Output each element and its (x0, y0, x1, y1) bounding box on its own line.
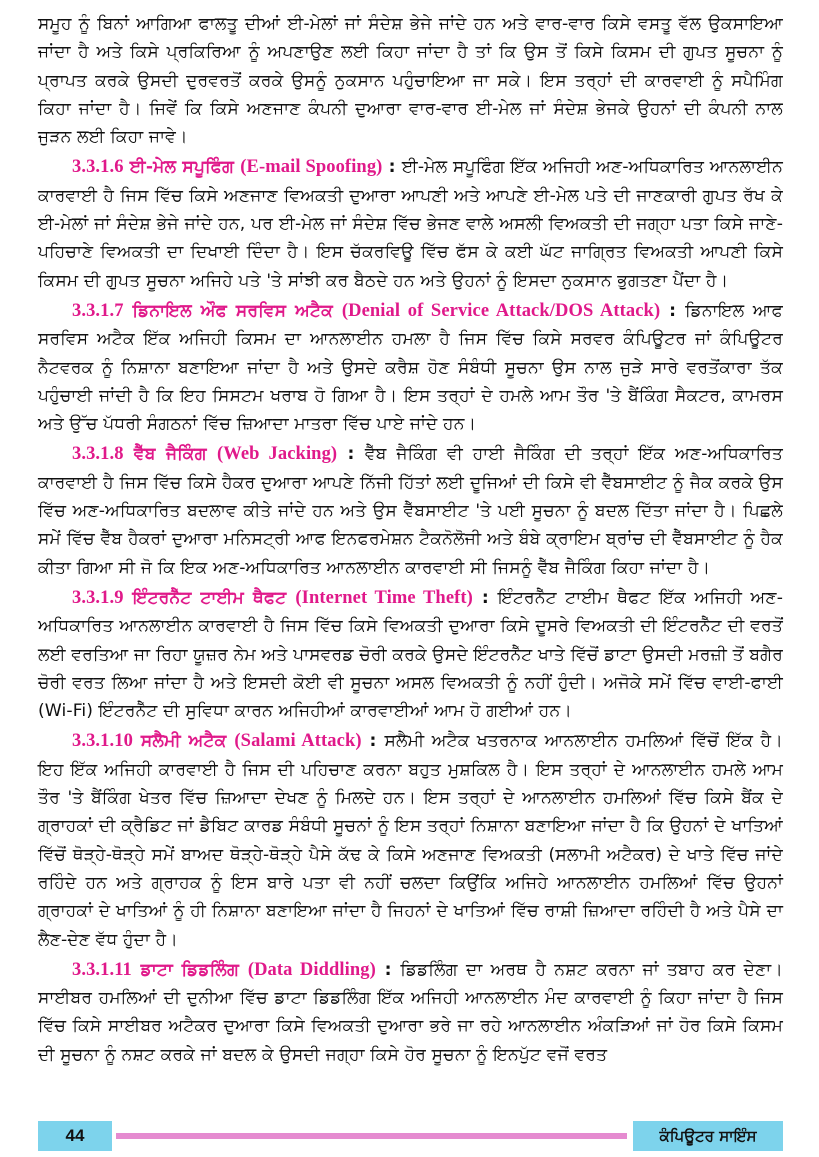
section-data-diddling: 3.3.1.11 ਡਾਟਾ ਡਿਡਲਿੰਗ (Data Diddling) : ਡਿਡਲਿੰਗ ਦਾ ਅਰਥ ਹੈ ਨਸ਼ਟ ਕਰਨਾ ਜਾਂ ਤਬਾਹ ਕਰ ਦੇਣਾ। ਸਾਈਬਰ ਹਮਲਿਆਂ ਦੀ ਦੁਨੀਆ ਵਿੱਚ ਡਾਟਾ ਡਿਡਲਿੰਗ ਇੱਕ ਅਜਿਹੀ ਆਨਲਾਈਨ ਮੰਦ ਕਾਰਵਾਈ ਨੂੰ ਕਿਹਾ ਜਾਂਦਾ ਹੈ ਜਿਸ ਵਿੱਚ ਕਿਸੇ ਸਾਈਬਰ ਅਟੈਕਰ ਦੁਆਰਾ ਕਿਸੇ ਵਿਅਕਤੀ ਦੁਆਰਾ ਭਰੇ ਜਾ ਰਹੇ ਆਨਲਾਈਨ ਅੰਕੜਿਆਂ ਜਾਂ ਹੋਰ ਕਿਸੇ ਕਿਸਮ ਦੀ ਸੂਚਨਾ ਨੂੰ ਨਸ਼ਟ ਕਰਕੇ ਜਾਂ ਬਦਲ ਕੇ ਉਸਦੀ ਜਗ੍ਹਾ ਕਿਸੇ ਹੋਰ ਸੂਚਨਾ ਨੂੰ ਇਨਪੁੱਟ ਵਜੋਂ ਵਰਤ (38, 959, 783, 1065)
section-heading: 3.3.1.11 ਡਾਟਾ ਡਿਡਲਿੰਗ (Data Diddling) (72, 959, 376, 980)
section-internet-time-theft: 3.3.1.9 ਇੰਟਰਨੈੱਟ ਟਾਈਮ ਥੈਫਟ (Internet Time Theft) : ਇੰਟਰਨੈੱਟ ਟਾਈਮ ਥੈਫਟ ਇੱਕ ਅਜਿਹੀ ਅਣ-ਅਧਿਕਾਰਿਤ ਆਨਲਾਈਨ ਕਾਰਵਾਈ ਹੈ ਜਿਸ ਵਿੱਚ ਕਿਸੇ ਵਿਅਕਤੀ ਦੁਆਰਾ ਕਿਸੇ ਦੂਸਰੇ ਵਿਅਕਤੀ ਦੀ ਇੰਟਰਨੈੱਟ ਦੀ ਵਰਤੋਂ ਲਈ ਵਰਤਿਆ ਜਾ ਰਿਹਾ ਯੂਜ਼ਰ ਨੇਮ ਅਤੇ ਪਾਸਵਰਡ ਚੋਰੀ ਕਰਕੇ ਉਸਦੇ ਇੰਟਰਨੈੱਟ ਖਾਤੇ ਵਿੱਚੋਂ ਡਾਟਾ ਉਸਦੀ ਮਰਜ਼ੀ ਤੋਂ ਬਗੈਰ ਚੋਰੀ ਵਰਤ ਲਿਆ ਜਾਂਦਾ ਹੈ ਅਤੇ ਇਸਦੀ ਕੋਈ ਵੀ ਸੂਚਨਾ ਅਸਲ ਵਿਅਕਤੀ ਨੂੰ ਨਹੀਂ ਹੁੰਦੀ। ਅਜੋਕੇ ਸਮੇਂ ਵਿੱਚ ਵਾਈ-ਫਾਈ (Wi-Fi) ਇੰਟਰਨੈੱਟ ਦੀ ਸੁਵਿਧਾ ਕਾਰਨ ਅਜਿਹੀਆਂ ਕਾਰਵਾਈਆਂ ਆਮ ਹੋ ਗਈਆਂ ਹਨ। (38, 587, 784, 722)
section-heading: 3.3.1.9 ਇੰਟਰਨੈੱਟ ਟਾਈਮ ਥੈਫਟ (Internet Time Theft) (72, 587, 473, 608)
section-heading: 3.3.1.7 ਡਿਨਾਇਲ ਔਫ ਸਰਵਿਸ ਅਟੈਕ (Denial of Service Attack/DOS Attack) (72, 300, 661, 321)
footer-rule (116, 1133, 627, 1139)
section-denial-of-service: 3.3.1.7 ਡਿਨਾਇਲ ਔਫ ਸਰਵਿਸ ਅਟੈਕ (Denial of Service Attack/DOS Attack) : ਡਿਨਾਇਲ ਆਫ ਸਰਵਿਸ ਅਟੈਕ ਇੱਕ ਅਜਿਹੀ ਕਿਸਮ ਦਾ ਆਨਲਾਈਨ ਹਮਲਾ ਹੈ ਜਿਸ ਵਿੱਚ ਕਿਸੇ ਸਰਵਰ ਕੰਪਿਊਟਰ ਜਾਂ ਕੰਪਿਊਟਰ ਨੈਟਵਰਕ ਨੂੰ ਨਿਸ਼ਾਨਾ ਬਣਾਇਆ ਜਾਂਦਾ ਹੈ ਅਤੇ ਉਸਦੇ ਕਰੈਸ਼ ਹੋਣ ਸੰਬੰਧੀ ਸੂਚਨਾ ਉਸ ਨਾਲ ਜੁੜੇ ਸਾਰੇ ਵਰਤੋਂਕਾਰਾ ਤੱਕ ਪਹੁੰਚਾਈ ਜਾਂਦੀ ਹੈ ਕਿ ਇਹ ਸਿਸਟਮ ਖਰਾਬ ਹੋ ਗਿਆ ਹੈ। ਇਸ ਤਰ੍ਹਾਂ ਦੇ ਹਮਲੇ ਆਮ ਤੌਰ 'ਤੇ ਬੈਂਕਿੰਗ ਸੈਕਟਰ, ਕਾਮਰਸ ਅਤੇ ਉੱਚ ਪੱਧਰੀ ਸੰਗਠਨਾਂ ਵਿੱਚ ਜ਼ਿਆਦਾ ਮਾਤਰਾ ਵਿੱਚ ਪਾਏ ਜਾਂਦੇ ਹਨ। (38, 300, 783, 435)
page-number: 44 (38, 1121, 112, 1151)
paragraph-text: ਈ-ਮੇਲ ਸਪੂਫਿੰਗ ਇੱਕ ਅਜਿਹੀ ਅਣ-ਅਧਿਕਾਰਿਤ ਆਨਲਾਈਨ ਕਾਰਵਾਈ ਹੈ ਜਿਸ ਵਿੱਚ ਕਿਸੇ ਅਣਜਾਣ ਵਿਅਕਤੀ ਦੁਆਰਾ ਆਪਣੀ ਅਤੇ ਆਪਣੇ ਈ-ਮੇਲ ਪਤੇ ਦੀ ਜਾਣਕਾਰੀ ਗੁਪਤ ਰੱਖ ਕੇ ਈ-ਮੇਲਾਂ ਜਾਂ ਸੰਦੇਸ਼ ਭੇਜੇ ਜਾਂਦੇ ਹਨ, ਪਰ ਈ-ਮੇਲ ਜਾਂ ਸੰਦੇਸ਼ ਵਿੱਚ ਭੇਜਣ ਵਾਲੇ ਅਸਲੀ ਵਿਅਕਤੀ ਦੀ ਜਗ੍ਹਾ ਪਤਾ ਕਿਸੇ ਜਾਣੇ-ਪਹਿਚਾਣੇ ਵਿਅਕਤੀ ਦਾ ਦਿਖਾਈ ਦਿੰਦਾ ਹੈ। ਇਸ ਚੱਕਰਵਿਊ ਵਿੱਚ ਫੱਸ ਕੇ ਕਈ ਘੱਟ ਜਾਗ੍ਰਿਤ ਵਿਅਕਤੀ ਆਪਣੀ ਕਿਸੇ ਕਿਸਮ ਦੀ ਗੁਪਤ ਸੂਚਨਾ ਅਜਿਹੇ ਪਤੇ 'ਤੇ ਸਾਂਝੀ ਕਰ ਬੈਠਦੇ ਹਨ ਅਤੇ ਉਹਨਾਂ ਨੂੰ ਇਸਦਾ ਨੁਕਸਾਨ ਭੁਗਤਣਾ ਪੈਂਦਾ ਹੈ। (38, 157, 783, 291)
section-web-jacking: 3.3.1.8 ਵੈੱਬ ਜੈਕਿੰਗ (Web Jacking) : ਵੈੱਬ ਜੈਕਿੰਗ ਵੀ ਹਾਈ ਜੈਕਿੰਗ ਦੀ ਤਰ੍ਹਾਂ ਇੱਕ ਅਣ-ਅਧਿਕਾਰਿਤ ਕਾਰਵਾਈ ਹੈ ਜਿਸ ਵਿੱਚ ਕਿਸੇ ਹੈਕਰ ਦੁਆਰਾ ਆਪਣੇ ਨਿੱਜੀ ਹਿੱਤਾਂ ਲਈ ਦੂਜਿਆਂ ਦੀ ਕਿਸੇ ਵੀ ਵੈੱਬਸਾਈਟ ਨੂੰ ਜੈਕ ਕਰਕੇ ਉਸ ਵਿੱਚ ਅਣ-ਅਧਿਕਾਰਿਤ ਬਦਲਾਵ ਕੀਤੇ ਜਾਂਦੇ ਹਨ ਅਤੇ ਉਸ ਵੈੱਬਸਾਈਟ 'ਤੇ ਪਈ ਸੂਚਨਾ ਨੂੰ ਬਦਲ ਦਿੱਤਾ ਜਾਂਦਾ ਹੈ। ਪਿਛਲੇ ਸਮੇਂ ਵਿੱਚ ਵੈੱਬ ਹੈਕਰਾਂ ਦੁਆਰਾ ਮਨਿਸਟ੍ਰੀ ਆਫ ਇਨਫਰਮੇਸ਼ਨ ਟੈਕਨੋਲੋਜੀ ਅਤੇ ਬੰਬੇ ਕ੍ਰਾਇਮ ਬ੍ਰਾਂਚ ਦੀ ਵੈੱਬਸਾਈਟ ਨੂੰ ਹੈਕ ਕੀਤਾ ਗਿਆ ਸੀ ਜੋ ਕਿ ਇਕ ਅਣ-ਅਧਿਕਾਰਿਤ ਆਨਲਾਈਨ ਕਾਰਵਾਈ ਸੀ ਜਿਸਨੂੰ ਵੈੱਬ ਜੈਕਿੰਗ ਕਿਹਾ ਜਾਂਦਾ ਹੈ। (38, 444, 783, 578)
paragraph-text: ਡਿਡਲਿੰਗ ਦਾ ਅਰਥ ਹੈ ਨਸ਼ਟ ਕਰਨਾ ਜਾਂ ਤਬਾਹ ਕਰ ਦੇਣਾ। ਸਾਈਬਰ ਹਮਲਿਆਂ ਦੀ ਦੁਨੀਆ ਵਿੱਚ ਡਾਟਾ ਡਿਡਲਿੰਗ ਇੱਕ ਅਜਿਹੀ ਆਨਲਾਈਨ ਮੰਦ ਕਾਰਵਾਈ ਨੂੰ ਕਿਹਾ ਜਾਂਦਾ ਹੈ ਜਿਸ ਵਿੱਚ ਕਿਸੇ ਸਾਈਬਰ ਅਟੈਕਰ ਦੁਆਰਾ ਕਿਸੇ ਵਿਅਕਤੀ ਦੁਆਰਾ ਭਰੇ ਜਾ ਰਹੇ ਆਨਲਾਈਨ ਅੰਕੜਿਆਂ ਜਾਂ ਹੋਰ ਕਿਸੇ ਕਿਸਮ ਦੀ ਸੂਚਨਾ ਨੂੰ ਨਸ਼ਟ ਕਰਕੇ ਜਾਂ ਬਦਲ ਕੇ ਉਸਦੀ ਜਗ੍ਹਾ ਕਿਸੇ ਹੋਰ ਸੂਚਨਾ ਨੂੰ ਇਨਪੁੱਟ ਵਜੋਂ ਵਰਤ (38, 959, 783, 1065)
section-heading: 3.3.1.10 ਸਲੈਮੀ ਅਟੈਕ (Salami Attack) (72, 731, 362, 752)
paragraph-text: ਇੰਟਰਨੈੱਟ ਟਾਈਮ ਥੈਫਟ ਇੱਕ ਅਜਿਹੀ ਅਣ-ਅਧਿਕਾਰਿਤ ਆਨਲਾਈਨ ਕਾਰਵਾਈ ਹੈ ਜਿਸ ਵਿੱਚ ਕਿਸੇ ਵਿਅਕਤੀ ਦੁਆਰਾ ਕਿਸੇ ਦੂਸਰੇ ਵਿਅਕਤੀ ਦੀ ਇੰਟਰਨੈੱਟ ਦੀ ਵਰਤੋਂ ਲਈ ਵਰਤਿਆ ਜਾ ਰਿਹਾ ਯੂਜ਼ਰ ਨੇਮ ਅਤੇ ਪਾਸਵਰਡ ਚੋਰੀ ਕਰਕੇ ਉਸਦੇ ਇੰਟਰਨੈੱਟ ਖਾਤੇ ਵਿੱਚੋਂ ਡਾਟਾ ਉਸਦੀ ਮਰਜ਼ੀ ਤੋਂ ਬਗੈਰ ਚੋਰੀ ਵਰਤ ਲਿਆ ਜਾਂਦਾ ਹੈ ਅਤੇ ਇਸਦੀ ਕੋਈ ਵੀ ਸੂਚਨਾ ਅਸਲ ਵਿਅਕਤੀ ਨੂੰ ਨਹੀਂ ਹੁੰਦੀ। ਅਜੋਕੇ ਸਮੇਂ ਵਿੱਚ ਵਾਈ-ਫਾਈ (Wi-Fi) ਇੰਟਰਨੈੱਟ ਦੀ ਸੁਵਿਧਾ ਕਾਰਨ ਅਜਿਹੀਆਂ ਕਾਰਵਾਈਆਂ ਆਮ ਹੋ ਗਈਆਂ ਹਨ। (38, 587, 784, 722)
section-heading: 3.3.1.8 ਵੈੱਬ ਜੈਕਿੰਗ (Web Jacking) (72, 444, 338, 465)
section-salami-attack: 3.3.1.10 ਸਲੈਮੀ ਅਟੈਕ (Salami Attack) : ਸਲੈਮੀ ਅਟੈਕ ਖਤਰਨਾਕ ਆਨਲਾਈਨ ਹਮਲਿਆਂ ਵਿੱਚੋਂ ਇੱਕ ਹੈ। ਇਹ ਇੱਕ ਅਜਿਹੀ ਕਾਰਵਾਈ ਹੈ ਜਿਸ ਦੀ ਪਹਿਚਾਣ ਕਰਨਾ ਬਹੁਤ ਮੁਸ਼ਕਿਲ ਹੈ। ਇਸ ਤਰ੍ਹਾਂ ਦੇ ਆਨਲਾਈਨ ਹਮਲੇ ਆਮ ਤੌਰ 'ਤੇ ਬੈਂਕਿੰਗ ਖੇਤਰ ਵਿੱਚ ਜ਼ਿਆਦਾ ਦੇਖਣ ਨੂੰ ਮਿਲਦੇ ਹਨ। ਇਸ ਤਰ੍ਹਾਂ ਦੇ ਆਨਲਾਈਨ ਹਮਲਿਆਂ ਵਿੱਚ ਕਿਸੇ ਬੈਂਕ ਦੇ ਗ੍ਰਾਹਕਾਂ ਦੀ ਕ੍ਰੈਡਿਟ ਜਾਂ ਡੈਬਿਟ ਕਾਰਡ ਸੰਬੰਧੀ ਸੂਚਨਾਂ ਨੂੰ ਇਸ ਤਰ੍ਹਾਂ ਨਿਸ਼ਾਨਾ ਬਣਾਇਆ ਜਾਂਦਾ ਹੈ ਕਿ ਉਹਨਾਂ ਦੇ ਖਾਤਿਆਂ ਵਿੱਚੋਂ ਥੋੜ੍ਹੇ-ਥੋੜ੍ਹੇ ਸਮੇਂ ਬਾਅਦ ਥੋੜ੍ਹੇ-ਥੋੜ੍ਹੇ ਪੈਸੇ ਕੱਢ ਕੇ ਕਿਸੇ ਅਣਜਾਣ ਵਿਅਕਤੀ (ਸਲਾਮੀ ਅਟੈਕਰ) ਦੇ ਖਾਤੇ ਵਿੱਚ ਜਾਂਦੇ ਰਹਿੰਦੇ ਹਨ ਅਤੇ ਗ੍ਰਾਹਕ ਨੂੰ ਇਸ ਬਾਰੇ ਪਤਾ ਵੀ ਨਹੀਂ ਚਲਦਾ ਕਿਉਂਕਿ ਅਜਿਹੇ ਆਨਲਾਈਨ ਹਮਲਿਆਂ ਵਿੱਚ ਉਹਨਾਂ ਗ੍ਰਾਹਕਾਂ ਦੇ ਖਾਤਿਆਂ ਨੂੰ ਹੀ ਨਿਸ਼ਾਨਾ ਬਣਾਇਆ ਜਾਂਦਾ ਹੈ ਜਿਹਨਾਂ ਦੇ ਖਾਤਿਆਂ ਵਿੱਚ ਰਾਸ਼ੀ ਜ਼ਿਆਦਾ ਰਹਿੰਦੀ ਹੈ ਅਤੇ ਪੈਸੇ ਦਾ ਲੈਣ-ਦੇਣ ਵੱਧ ਹੁੰਦਾ ਹੈ। (38, 731, 783, 950)
book-title: ਕੰਪਿਊਟਰ ਸਾਇੰਸ (633, 1121, 783, 1151)
section-email-spoofing: 3.3.1.6 ਈ-ਮੇਲ ਸਪੂਫਿੰਗ (E-mail Spoofing) : ਈ-ਮੇਲ ਸਪੂਫਿੰਗ ਇੱਕ ਅਜਿਹੀ ਅਣ-ਅਧਿਕਾਰਿਤ ਆਨਲਾਈਨ ਕਾਰਵਾਈ ਹੈ ਜਿਸ ਵਿੱਚ ਕਿਸੇ ਅਣਜਾਣ ਵਿਅਕਤੀ ਦੁਆਰਾ ਆਪਣੀ ਅਤੇ ਆਪਣੇ ਈ-ਮੇਲ ਪਤੇ ਦੀ ਜਾਣਕਾਰੀ ਗੁਪਤ ਰੱਖ ਕੇ ਈ-ਮੇਲਾਂ ਜਾਂ ਸੰਦੇਸ਼ ਭੇਜੇ ਜਾਂਦੇ ਹਨ, ਪਰ ਈ-ਮੇਲ ਜਾਂ ਸੰਦੇਸ਼ ਵਿੱਚ ਭੇਜਣ ਵਾਲੇ ਅਸਲੀ ਵਿਅਕਤੀ ਦੀ ਜਗ੍ਹਾ ਪਤਾ ਕਿਸੇ ਜਾਣੇ-ਪਹਿਚਾਣੇ ਵਿਅਕਤੀ ਦਾ ਦਿਖਾਈ ਦਿੰਦਾ ਹੈ। ਇਸ ਚੱਕਰਵਿਊ ਵਿੱਚ ਫੱਸ ਕੇ ਕਈ ਘੱਟ ਜਾਗ੍ਰਿਤ ਵਿਅਕਤੀ ਆਪਣੀ ਕਿਸੇ ਕਿਸਮ ਦੀ ਗੁਪਤ ਸੂਚਨਾ ਅਜਿਹੇ ਪਤੇ 'ਤੇ ਸਾਂਝੀ ਕਰ ਬੈਠਦੇ ਹਨ ਅਤੇ ਉਹਨਾਂ ਨੂੰ ਇਸਦਾ ਨੁਕਸਾਨ ਭੁਗਤਣਾ ਪੈਂਦਾ ਹੈ। (38, 157, 783, 291)
paragraph-text: ਸਲੈਮੀ ਅਟੈਕ ਖਤਰਨਾਕ ਆਨਲਾਈਨ ਹਮਲਿਆਂ ਵਿੱਚੋਂ ਇੱਕ ਹੈ। ਇਹ ਇੱਕ ਅਜਿਹੀ ਕਾਰਵਾਈ ਹੈ ਜਿਸ ਦੀ ਪਹਿਚਾਣ ਕਰਨਾ ਬਹੁਤ ਮੁਸ਼ਕਿਲ ਹੈ। ਇਸ ਤਰ੍ਹਾਂ ਦੇ ਆਨਲਾਈਨ ਹਮਲੇ ਆਮ ਤੌਰ 'ਤੇ ਬੈਂਕਿੰਗ ਖੇਤਰ ਵਿੱਚ ਜ਼ਿਆਦਾ ਦੇਖਣ ਨੂੰ ਮਿਲਦੇ ਹਨ। ਇਸ ਤਰ੍ਹਾਂ ਦੇ ਆਨਲਾਈਨ ਹਮਲਿਆਂ ਵਿੱਚ ਕਿਸੇ ਬੈਂਕ ਦੇ ਗ੍ਰਾਹਕਾਂ ਦੀ ਕ੍ਰੈਡਿਟ ਜਾਂ ਡੈਬਿਟ ਕਾਰਡ ਸੰਬੰਧੀ ਸੂਚਨਾਂ ਨੂੰ ਇਸ ਤਰ੍ਹਾਂ ਨਿਸ਼ਾਨਾ ਬਣਾਇਆ ਜਾਂਦਾ ਹੈ ਕਿ ਉਹਨਾਂ ਦੇ ਖਾਤਿਆਂ ਵਿੱਚੋਂ ਥੋੜ੍ਹੇ-ਥੋੜ੍ਹੇ ਸਮੇਂ ਬਾਅਦ ਥੋੜ੍ਹੇ-ਥੋੜ੍ਹੇ ਪੈਸੇ ਕੱਢ ਕੇ ਕਿਸੇ ਅਣਜਾਣ ਵਿਅਕਤੀ (ਸਲਾਮੀ ਅਟੈਕਰ) ਦੇ ਖਾਤੇ ਵਿੱਚ ਜਾਂਦੇ ਰਹਿੰਦੇ ਹਨ ਅਤੇ ਗ੍ਰਾਹਕ ਨੂੰ ਇਸ ਬਾਰੇ ਪਤਾ ਵੀ ਨਹੀਂ ਚਲਦਾ ਕਿਉਂਕਿ ਅਜਿਹੇ ਆਨਲਾਈਨ ਹਮਲਿਆਂ ਵਿੱਚ ਉਹਨਾਂ ਗ੍ਰਾਹਕਾਂ ਦੇ ਖਾਤਿਆਂ ਨੂੰ ਹੀ ਨਿਸ਼ਾਨਾ ਬਣਾਇਆ ਜਾਂਦਾ ਹੈ ਜਿਹਨਾਂ ਦੇ ਖਾਤਿਆਂ ਵਿੱਚ ਰਾਸ਼ੀ ਜ਼ਿਆਦਾ ਰਹਿੰਦੀ ਹੈ ਅਤੇ ਪੈਸੇ ਦਾ ਲੈਣ-ਦੇਣ ਵੱਧ ਹੁੰਦਾ ਹੈ। (38, 731, 783, 950)
paragraph-text: ਵੈੱਬ ਜੈਕਿੰਗ ਵੀ ਹਾਈ ਜੈਕਿੰਗ ਦੀ ਤਰ੍ਹਾਂ ਇੱਕ ਅਣ-ਅਧਿਕਾਰਿਤ ਕਾਰਵਾਈ ਹੈ ਜਿਸ ਵਿੱਚ ਕਿਸੇ ਹੈਕਰ ਦੁਆਰਾ ਆਪਣੇ ਨਿੱਜੀ ਹਿੱਤਾਂ ਲਈ ਦੂਜਿਆਂ ਦੀ ਕਿਸੇ ਵੀ ਵੈੱਬਸਾਈਟ ਨੂੰ ਜੈਕ ਕਰਕੇ ਉਸ ਵਿੱਚ ਅਣ-ਅਧਿਕਾਰਿਤ ਬਦਲਾਵ ਕੀਤੇ ਜਾਂਦੇ ਹਨ ਅਤੇ ਉਸ ਵੈੱਬਸਾਈਟ 'ਤੇ ਪਈ ਸੂਚਨਾ ਨੂੰ ਬਦਲ ਦਿੱਤਾ ਜਾਂਦਾ ਹੈ। ਪਿਛਲੇ ਸਮੇਂ ਵਿੱਚ ਵੈੱਬ ਹੈਕਰਾਂ ਦੁਆਰਾ ਮਨਿਸਟ੍ਰੀ ਆਫ ਇਨਫਰਮੇਸ਼ਨ ਟੈਕਨੋਲੋਜੀ ਅਤੇ ਬੰਬੇ ਕ੍ਰਾਇਮ ਬ੍ਰਾਂਚ ਦੀ ਵੈੱਬਸਾਈਟ ਨੂੰ ਹੈਕ ਕੀਤਾ ਗਿਆ ਸੀ ਜੋ ਕਿ ਇਕ ਅਣ-ਅਧਿਕਾਰਿਤ ਆਨਲਾਈਨ ਕਾਰਵਾਈ ਸੀ ਜਿਸਨੂੰ ਵੈੱਬ ਜੈਕਿੰਗ ਕਿਹਾ ਜਾਂਦਾ ਹੈ। (38, 444, 783, 578)
page-footer (38, 1121, 783, 1151)
paragraph-text: ਡਿਨਾਇਲ ਆਫ ਸਰਵਿਸ ਅਟੈਕ ਇੱਕ ਅਜਿਹੀ ਕਿਸਮ ਦਾ ਆਨਲਾਈਨ ਹਮਲਾ ਹੈ ਜਿਸ ਵਿੱਚ ਕਿਸੇ ਸਰਵਰ ਕੰਪਿਊਟਰ ਜਾਂ ਕੰਪਿਊਟਰ ਨੈਟਵਰਕ ਨੂੰ ਨਿਸ਼ਾਨਾ ਬਣਾਇਆ ਜਾਂਦਾ ਹੈ ਅਤੇ ਉਸਦੇ ਕਰੈਸ਼ ਹੋਣ ਸੰਬੰਧੀ ਸੂਚਨਾ ਉਸ ਨਾਲ ਜੁੜੇ ਸਾਰੇ ਵਰਤੋਂਕਾਰਾ ਤੱਕ ਪਹੁੰਚਾਈ ਜਾਂਦੀ ਹੈ ਕਿ ਇਹ ਸਿਸਟਮ ਖਰਾਬ ਹੋ ਗਿਆ ਹੈ। ਇਸ ਤਰ੍ਹਾਂ ਦੇ ਹਮਲੇ ਆਮ ਤੌਰ 'ਤੇ ਬੈਂਕਿੰਗ ਸੈਕਟਰ, ਕਾਮਰਸ ਅਤੇ ਉੱਚ ਪੱਧਰੀ ਸੰਗਠਨਾਂ ਵਿੱਚ ਜ਼ਿਆਦਾ ਮਾਤਰਾ ਵਿੱਚ ਪਾਏ ਜਾਂਦੇ ਹਨ। (38, 300, 783, 435)
section-heading: 3.3.1.6 ਈ-ਮੇਲ ਸਪੂਫਿੰਗ (E-mail Spoofing) (72, 157, 383, 178)
paragraph-intro (38, 10, 783, 151)
page-body (38, 10, 783, 1071)
paragraph-text: ਸਮੂਹ ਨੂੰ ਬਿਨਾਂ ਆਗਿਆ ਫਾਲਤੂ ਦੀਆਂ ਈ-ਮੇਲਾਂ ਜਾਂ ਸੰਦੇਸ਼ ਭੇਜੇ ਜਾਂਦੇ ਹਨ ਅਤੇ ਵਾਰ-ਵਾਰ ਕਿਸੇ ਵਸਤੂ ਵੱਲ ਉਕਸਾਇਆ ਜਾਂਦਾ ਹੈ ਅਤੇ ਕਿਸੇ ਪ੍ਰਕਿਰਿਆ ਨੂੰ ਅਪਣਾਉਣ ਲਈ ਕਿਹਾ ਜਾਂਦਾ ਹੈ ਤਾਂ ਕਿ ਉਸ ਤੋਂ ਕਿਸੇ ਕਿਸਮ ਦੀ ਗੁਪਤ ਸੂਚਨਾ ਨੂੰ ਪ੍ਰਾਪਤ ਕਰਕੇ ਉਸਦੀ ਦੁਰਵਰਤੋਂ ਕਰਕੇ ਉਸਨੂੰ ਨੁਕਸਾਨ ਪਹੁੰਚਾਇਆ ਜਾ ਸਕੇ। ਇਸ ਤਰ੍ਹਾਂ ਦੀ ਕਾਰਵਾਈ ਨੂੰ ਸਪੈਮਿੰਗ ਕਿਹਾ ਜਾਂਦਾ ਹੈ। ਜਿਵੇਂ ਕਿ ਕਿਸੇ ਅਣਜਾਣ ਕੰਪਨੀ ਦੁਆਰਾ ਵਾਰ-ਵਾਰ ਈ-ਮੇਲ ਜਾਂ ਸੰਦੇਸ਼ ਭੇਜਕੇ ਉਹਨਾਂ ਦੀ ਕੰਪਨੀ ਨਾਲ ਜੁੜਨ ਲਈ ਕਿਹਾ ਜਾਵੇ। (38, 14, 783, 148)
